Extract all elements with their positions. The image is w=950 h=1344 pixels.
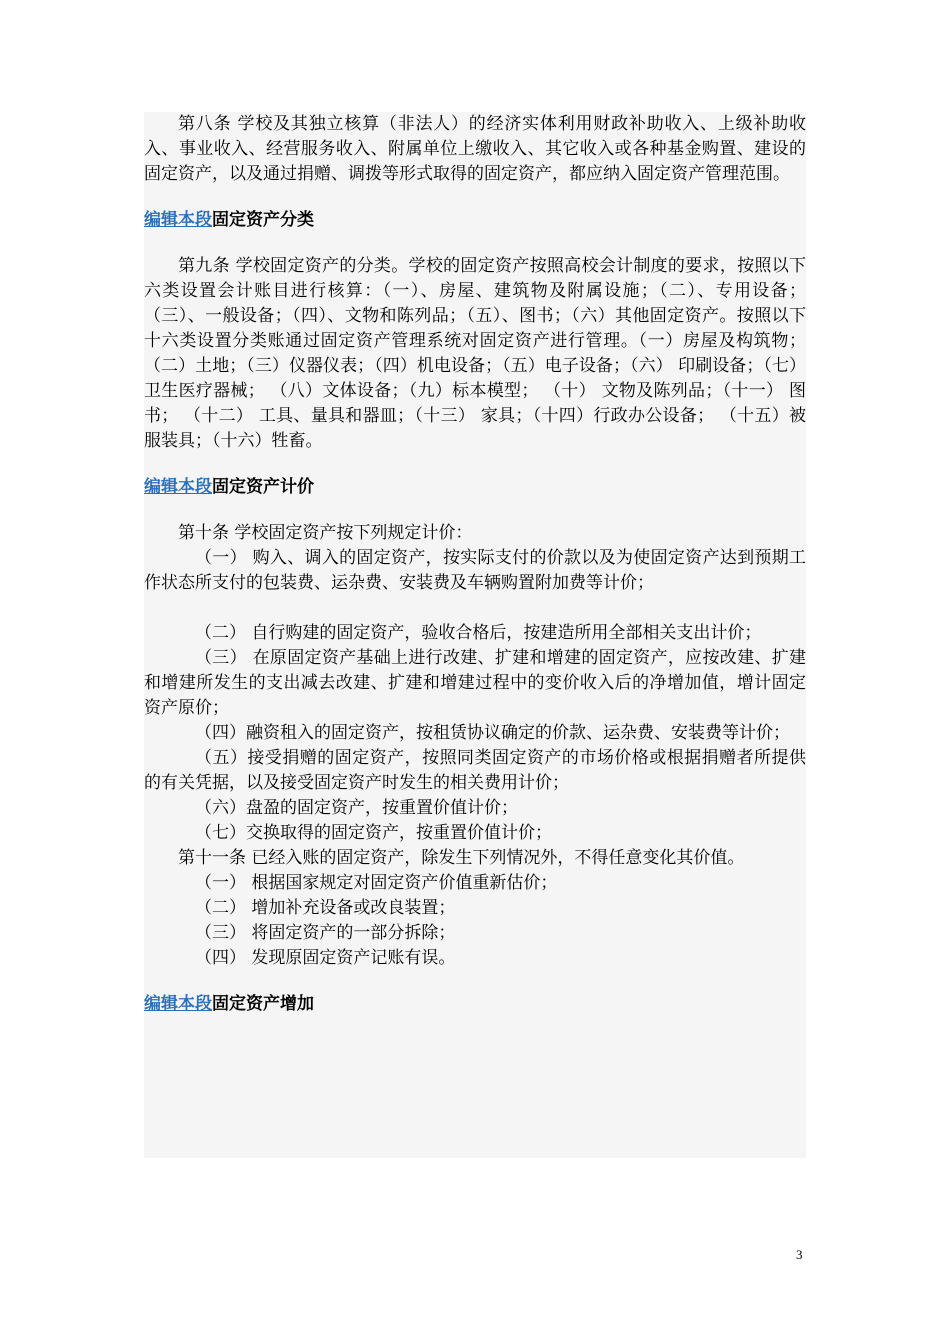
article-10-item: （三） 在原固定资产基础上进行改建、扩建和增建的固定资产，应按改建、扩建和增建所发生的支出减去改建、扩建和增建过程中的变价收入后的净增加值，增计固定资产原价； <box>144 648 806 718</box>
article-10-item: （二） 自行购建的固定资产，验收合格后，按建造所用全部相关支出计价； <box>195 623 762 643</box>
document-body <box>144 112 806 1158</box>
article-11-item: （三） 将固定资产的一部分拆除； <box>195 923 456 943</box>
article-10-item: （一） 购入、调入的固定资产，按实际支付的价款以及为使固定资产达到预期工作状态所支付的包装费、运杂费、安装费及车辆购置附加费等计价； <box>144 548 806 593</box>
article-9: 第九条 学校固定资产的分类。学校的固定资产按照高校会计制度的要求，按照以下六类设置会计账目进行核算：（一）、房屋、建筑物及附属设施；（二）、专用设备；（三）、一般设备；（四）、文物和陈列品；（五）、图书；（六）其他固定资产。按照以下十六类设置分类账通过固定资产管理系统对固定资产进行管理。（一）房屋及构筑物；（二）土地；（三）仪器仪表；（四）机电设备；（五）电子设备；（六） 印刷设备；（七）卫生医疗器械； （八）文体设备；（九）标本模型； （十） 文物及陈列品；（十一） 图书； （十二） 工具、量具和器皿；（十三） 家具；（十四）行政办公设备； （十五）被服装具；（十六）牲畜。 <box>144 256 806 451</box>
article-10-item: （四）融资租入的固定资产，按租赁协议确定的价款、运杂费、安装费等计价； <box>195 723 790 743</box>
article-11-item: （四） 发现原固定资产记账有误。 <box>195 948 456 968</box>
section-title: 固定资产增加 <box>212 994 314 1014</box>
section-heading-classification <box>144 208 806 233</box>
section-title: 固定资产分类 <box>212 210 314 230</box>
edit-section-link[interactable]: 编辑本段 <box>144 994 212 1014</box>
article-11-item: （一） 根据国家规定对固定资产价值重新估价； <box>195 873 558 893</box>
article-8: 第八条 学校及其独立核算（非法人）的经济实体利用财政补助收入、上级补助收入、事业收入、经营服务收入、附属单位上缴收入、其它收入或各种基金购置、建设的固定资产，以及通过捐赠、调拨等形式取得的固定资产，都应纳入固定资产管理范围。 <box>144 114 806 184</box>
edit-section-link[interactable]: 编辑本段 <box>144 210 212 230</box>
section-title: 固定资产计价 <box>212 477 314 497</box>
section-heading-increase <box>144 992 806 1017</box>
edit-section-link[interactable]: 编辑本段 <box>144 477 212 497</box>
page-number: 3 <box>796 1247 803 1262</box>
article-10-item: （七）交换取得的固定资产，按重置价值计价； <box>195 823 552 843</box>
section-heading-valuation <box>144 475 806 500</box>
article-10-intro: 第十条 学校固定资产按下列规定计价： <box>178 523 473 543</box>
article-11-intro: 第十一条 已经入账的固定资产，除发生下列情况外，不得任意变化其价值。 <box>178 848 745 868</box>
article-10-item: （六）盘盈的固定资产，按重置价值计价； <box>195 798 518 818</box>
article-10-item: （五）接受捐赠的固定资产，按照同类固定资产的市场价格或根据捐赠者所提供的有关凭据，以及接受固定资产时发生的相关费用计价； <box>144 748 806 793</box>
article-11-item: （二） 增加补充设备或改良装置； <box>195 898 456 918</box>
